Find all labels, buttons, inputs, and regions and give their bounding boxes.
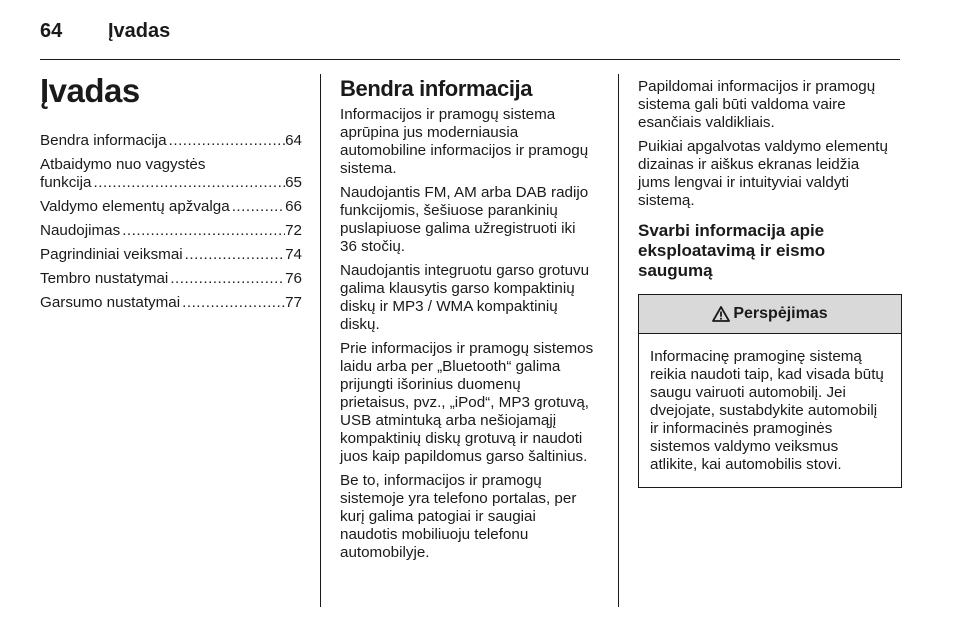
warning-header <box>639 295 901 334</box>
right-paragraphs <box>638 78 902 210</box>
text-line: jums lengvai ir intuityviai valdyti <box>638 174 850 191</box>
toc-entry-title: Atbaidymo nuo vagystės <box>40 156 206 173</box>
safety-heading <box>638 221 902 281</box>
toc-entry[interactable] <box>40 132 302 150</box>
general-paragraphs <box>340 106 606 562</box>
text-line: naudotis mobiliuoju telefonu <box>340 526 529 543</box>
toc-entry-title: Valdymo elementų apžvalga <box>40 198 230 215</box>
toc-leader-dots <box>232 198 285 216</box>
page-number: 64 <box>40 20 63 42</box>
toc-entry-title: Pagrindiniai veiksmai <box>40 246 183 263</box>
text-line: galima klausytis garso kompaktinių <box>340 280 575 297</box>
text-line: sistema gali būti valdoma vaire <box>638 96 846 113</box>
text-line: prijungti išorinius duomenų <box>340 376 521 393</box>
text-line: prietaisus, pvz., „iPod“, MP3 grotuvą, <box>340 394 590 411</box>
toc-page-number: 72 <box>285 222 302 239</box>
text-line: automobiline informacijos ir pramogų <box>340 142 589 159</box>
toc-entry-title: Garsumo nustatymai <box>40 294 181 311</box>
toc-leader-dots <box>94 174 286 192</box>
general-info-column <box>340 76 606 568</box>
toc-entry[interactable] <box>40 294 302 312</box>
column-divider <box>320 74 321 607</box>
text-line: Naudojantis FM, AM arba DAB radijo <box>340 184 589 201</box>
text-line: Informacinę pramoginę sistemą <box>650 348 862 365</box>
text-line: diskų ir MP3 / WMA kompaktinių <box>340 298 558 315</box>
text-line: dizainas ir aiškus ekranas leidžia <box>638 156 860 173</box>
text-line: Prie informacijos ir pramogų sistemos <box>340 340 594 357</box>
toc-leader-dots <box>169 132 285 150</box>
running-header: Įvadas <box>108 20 171 42</box>
toc-list <box>40 132 302 312</box>
text-line: reikia naudoti taip, kad visada būtų <box>650 366 884 383</box>
body-paragraph <box>340 184 606 256</box>
toc-page-number: 66 <box>285 198 302 215</box>
warning-title: Perspėjimas <box>733 305 828 322</box>
toc-page-number: 74 <box>285 246 302 263</box>
text-line: saugu vairuoti automobilį. Jei <box>650 384 846 401</box>
text-line: puslapiuose galima užregistruoti iki <box>340 220 576 237</box>
text-line: eksploatavimą ir eismo <box>638 241 826 260</box>
body-paragraph <box>638 138 902 210</box>
toc-entry-title: Bendra informacija <box>40 132 167 149</box>
body-paragraph <box>340 262 606 334</box>
text-line: Puikiai apgalvotas valdymo elementų <box>638 138 888 155</box>
toc-page-number: 76 <box>285 270 302 287</box>
text-line: sistemoje yra telefono portalas, per <box>340 490 577 507</box>
body-paragraph <box>638 78 902 132</box>
text-line: sistemą. <box>638 192 695 209</box>
toc-leader-dots <box>122 222 285 240</box>
warning-body <box>639 334 901 487</box>
right-column <box>638 78 902 488</box>
text-line: kurį galima patogiai ir saugiai <box>340 508 536 525</box>
column-divider <box>618 74 619 607</box>
text-line: funkcijomis, šešiuose parankinių <box>340 202 558 219</box>
toc-entry[interactable] <box>40 156 302 192</box>
toc-entry[interactable] <box>40 270 302 288</box>
toc-page-number: 77 <box>285 294 302 311</box>
text-line: Be to, informacijos ir pramogų <box>340 472 542 489</box>
text-line: USB atmintuką arba nešiojamąjį <box>340 412 557 429</box>
toc-column <box>40 72 302 318</box>
text-line: sistemos valdymo veiksmus <box>650 438 839 455</box>
toc-leader-dots <box>182 294 285 312</box>
text-line: Papildomai informacijos ir pramogų <box>638 78 876 95</box>
text-line: laidu arba per „Bluetooth“ galima <box>340 358 561 375</box>
text-line: esančiais valdikliais. <box>638 114 775 131</box>
text-line: juos kaip papildomus garso šaltinius. <box>340 448 588 465</box>
toc-leader-dots <box>185 246 285 264</box>
toc-leader-dots <box>170 270 285 288</box>
text-line: saugumą <box>638 261 713 280</box>
toc-page-number: 64 <box>285 132 302 149</box>
toc-entry-title: Tembro nustatymai <box>40 270 169 287</box>
text-line: ir informacinės pramoginės <box>650 420 833 437</box>
section-heading: Bendra informacija <box>340 76 533 101</box>
text-line: 36 stočių. <box>340 238 406 255</box>
chapter-title: Įvadas <box>40 72 140 109</box>
text-line: automobilyje. <box>340 544 430 561</box>
body-paragraph <box>340 106 606 178</box>
toc-entry-title: Naudojimas <box>40 222 121 239</box>
text-line: Informacijos ir pramogų sistema <box>340 106 556 123</box>
text-line: aprūpina jus moderniausia <box>340 124 519 141</box>
header-rule <box>40 59 900 60</box>
toc-entry[interactable] <box>40 246 302 264</box>
text-line: diskų. <box>340 316 380 333</box>
text-line: dvejojate, sustabdykite automobilį <box>650 402 878 419</box>
toc-entry[interactable] <box>40 198 302 216</box>
warning-triangle-icon <box>712 306 730 322</box>
warning-box <box>638 294 902 488</box>
body-paragraph <box>340 472 606 562</box>
toc-entry[interactable] <box>40 222 302 240</box>
toc-entry-title: funkcija <box>40 174 92 191</box>
text-line: atlikite, kai automobilis stovi. <box>650 456 842 473</box>
text-line: kompaktinių diskų grotuvą ir naudoti <box>340 430 583 447</box>
toc-page-number: 65 <box>285 174 302 191</box>
body-paragraph <box>340 340 606 466</box>
text-line: Svarbi informacija apie <box>638 221 825 240</box>
text-line: Naudojantis integruotu garso grotuvu <box>340 262 590 279</box>
text-line: sistema. <box>340 160 397 177</box>
